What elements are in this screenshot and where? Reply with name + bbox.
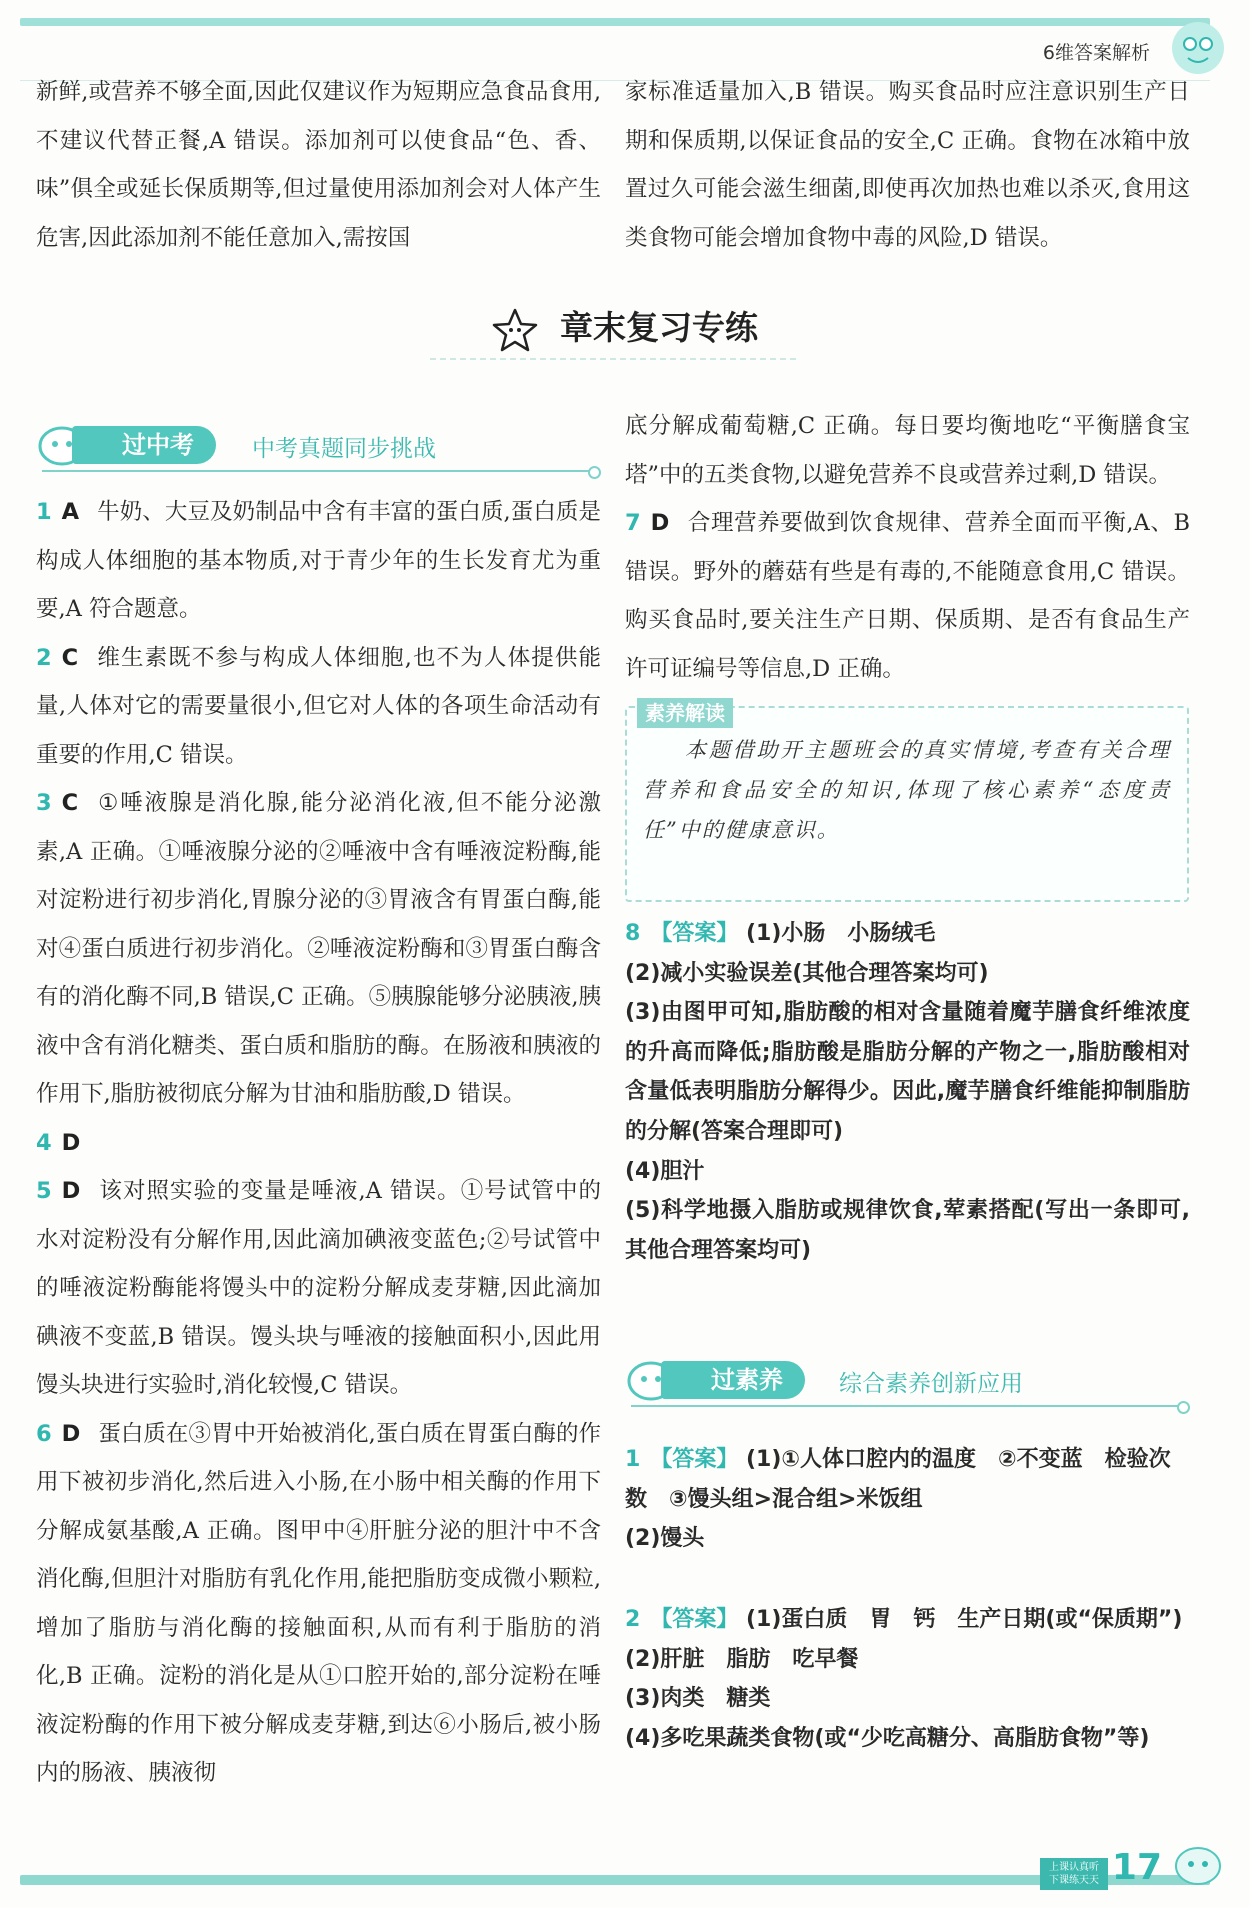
star-icon <box>492 307 538 353</box>
mascot-icon <box>1170 1840 1226 1890</box>
answer-item: 3 C ①唾液腺是消化腺,能分泌消化液,但不能分泌激素,A 正确。①唾液腺分泌的②唾液中含有唾液淀粉酶,能对淀粉进行初步消化,胃腺分泌的③胃液含有胃蛋白酶,能对④蛋白质进行初步消化。②唾液淀粉酶和③胃蛋白酶含有的消化酶不同,B 错误,C 正确。⑤胰腺能够分泌胰液,胰液中含有消化糖类、蛋白质和脂肪的酶。在肠液和胰液的作用下,脂肪被彻底分解为甘油和脂肪酸,D 错误。 <box>36 790 601 1107</box>
top-decor-band <box>20 18 1210 26</box>
answer-item: 1 A 牛奶、大豆及奶制品中含有丰富的蛋白质,蛋白质是构成人体细胞的基本物质,对于青少年的生长发育尤为重要,A 符合题意。 <box>36 499 601 622</box>
literacy-reading-text: 本题借助开主题班会的真实情境,考查有关合理营养和食品安全的知识,体现了核心素养“态度责任”中的健康意识。 <box>643 738 1171 842</box>
suyang-q1-answer: 1 【答案】 (1)①人体口腔内的温度 ②不变蓝 检验次数 ③馒头组>混合组>米饭组 (2)馒头 <box>625 1447 1171 1552</box>
section-suyang-header <box>621 1355 1186 1411</box>
zhongkao-answers-right <box>625 402 1190 693</box>
section-zhongkao-header <box>32 420 597 476</box>
section-subtitle: 中考真题同步挑战 <box>252 436 436 462</box>
literacy-reading-box <box>625 701 1189 902</box>
answer-continuation: 底分解成葡萄糖,C 正确。每日要均衡地吃“平衡膳食宝塔”中的五类食物,以避免营养不良或营养过剩,D 错误。 <box>625 413 1190 488</box>
answer-item: 7 D 合理营养要做到饮食规律、营养全面而平衡,A、B 错误。野外的蘑菇有些是有毒的,不能随意食用,C 错误。购买食品时,要关注生产日期、保质期、是否有食品生产许可证编号等信息,D 正确。 <box>625 510 1190 682</box>
zhongkao-answers-left <box>36 488 601 1798</box>
section-subtitle: 综合素养创新应用 <box>839 1371 1023 1397</box>
top-left-paragraph: 新鲜,或营养不够全面,因此仅建议作为短期应急食品食用,不建议代替正餐,A 错误。添加剂可以使食品“色、香、味”俱全或延长保质期等,但过量使用添加剂会对人体产生危害,因此添加剂不能任意加入,需按国 <box>36 79 601 251</box>
page-number: 17 <box>1111 1847 1162 1888</box>
chapter-title <box>0 302 1250 353</box>
answer-item: 5 D 该对照实验的变量是唾液,A 错误。①号试管中的水对淀粉没有分解作用,因此滴加碘液变蓝色;②号试管中的唾液淀粉酶能将馒头中的淀粉分解成麦芽糖,因此滴加碘液不变蓝,B 错误。馒头块与唾液的接触面积小,因此用馒头块进行实验时,消化较慢,C 错误。 <box>36 1178 601 1398</box>
chapter-title-text: 章末复习专练 <box>560 308 758 347</box>
top-right-paragraph: 家标准适量加入,B 错误。购买食品时应注意识别生产日期和保质期,以保证食品的安全,C 正确。食物在冰箱中放置过久可能会滋生细菌,即使再次加热也难以杀灭,食用这类食物可能会增加食物中毒的风险,D 错误。 <box>625 79 1190 251</box>
suyang-q2-answer: 2 【答案】 (1)蛋白质 胃 钙 生产日期(或“保质期”) (2)肝脏 脂肪 吃早餐 (3)肉类 糖类 (4)多吃果蔬类食物(或“少吃高糖分、高脂肪食物”等) <box>625 1607 1183 1751</box>
page-header-title: 6维答案解析 <box>1042 42 1150 64</box>
section-badge: 过中考 <box>72 426 216 464</box>
literacy-reading-tag: 素养解读 <box>637 698 733 728</box>
footer-decor-band <box>20 1875 1210 1885</box>
footer-slogan: 上课认真听 下课练天天 <box>1040 1858 1108 1890</box>
section-badge: 过素养 <box>661 1361 805 1399</box>
answer-item: 6 D 蛋白质在③胃中开始被消化,蛋白质在胃蛋白酶的作用下被初步消化,然后进入小肠,在小肠中相关酶的作用下分解成氨基酸,A 正确。图甲中④肝脏分泌的胆汁中不含消化酶,但胆汁对脂肪有乳化作用,能把脂肪变成微小颗粒,增加了脂肪与消化酶的接触面积,从而有利于脂肪的消化,B 正确。淀粉的消化是从①口腔开始的,部分淀粉在唾液淀粉酶的作用下被分解成麦芽糖,到达⑥小肠后,被小肠内的肠液、胰液彻 <box>36 1420 601 1786</box>
answer-item: 4 D <box>36 1129 81 1156</box>
q8-answer-block: 8 【答案】 (1)小肠 小肠绒毛 (2)减小实验误差(其他合理答案均可) (3)由图甲可知,脂肪酸的相对含量随着魔芋膳食纤维浓度的升高而降低;脂肪酸是脂肪分解的产物之一,脂肪酸相对含量低表明脂肪分解得少。因此,魔芋膳食纤维能抑制脂肪的分解(答案合理即可) (4)胆汁 (5)科学地摄入脂肪或规律饮食,荤素搭配(写出一条即可,其他合理答案均可) <box>625 921 1190 1263</box>
answer-item: 2 C 维生素既不参与构成人体细胞,也不为人体提供能量,人体对它的需要量很小,但它对人体的各项生命活动有重要的作用,C 错误。 <box>36 644 601 768</box>
